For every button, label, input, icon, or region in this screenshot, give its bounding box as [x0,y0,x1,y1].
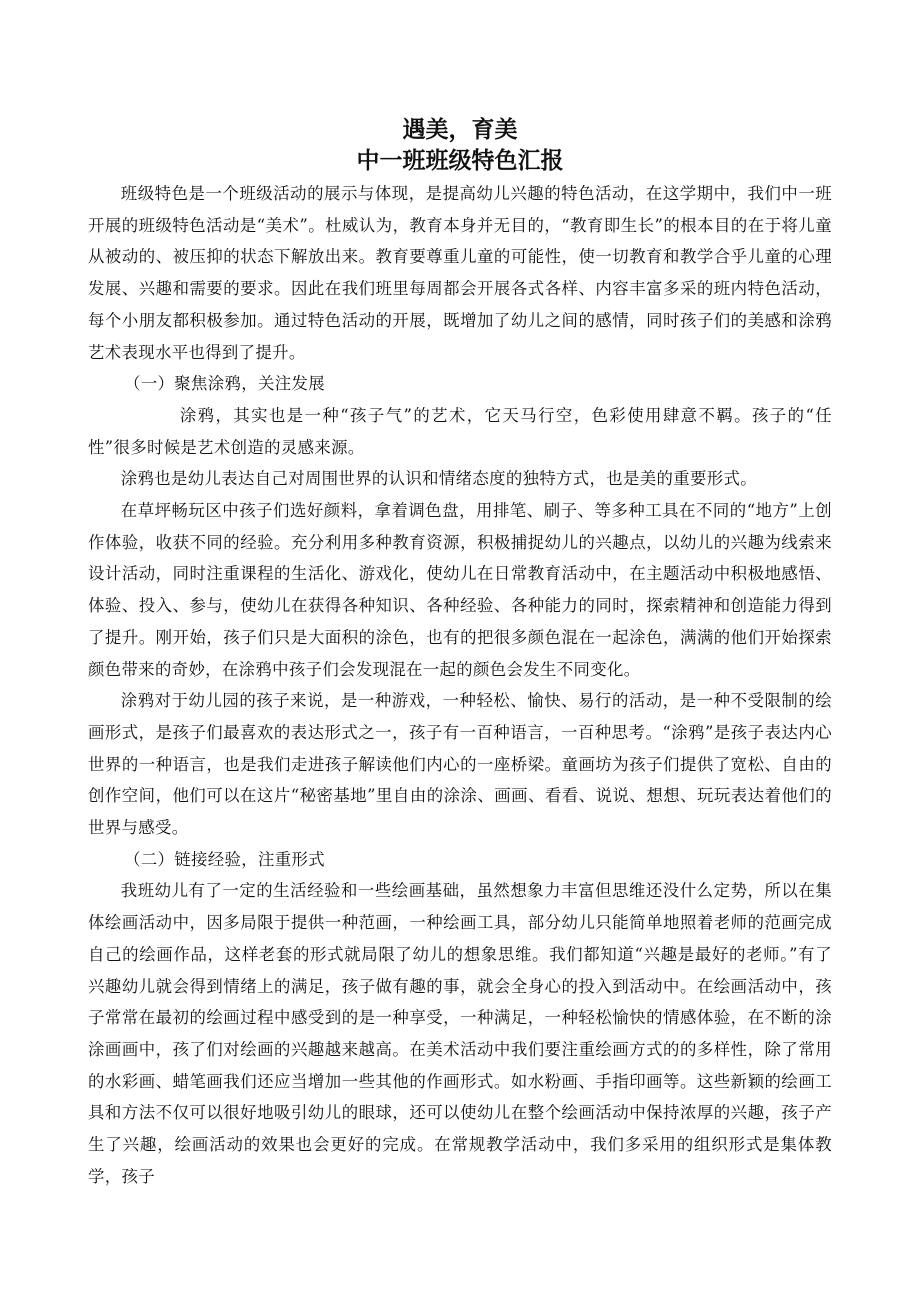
section-heading-2: （二）链接经验，注重形式 [124,849,325,869]
section-heading-1: （一）聚焦涂鸦，关注发展 [124,374,325,394]
paragraph-experience: 我班幼儿有了一定的生活经验和一些绘画基础，虽然想象力丰富但思维还没什么定势，所以在集体绘画活动中，因多局限于提供一种范画，一种绘画工具，部分幼儿只能简单地照着老师的范画完成自己的绘画作品，这样老套的形式就局限了幼儿的想象思维。我们都知道“兴趣是最好的老师。”有了兴趣幼儿就会得到情绪上的满足，孩子做有趣的事，就会全身心的投入到活动中。在绘画活动中，孩子常常在最初的绘画过程中感受到的是一种享受，一种满足，一种轻松愉快的情感体验，在不断的涂涂画画中，孩了们对绘画的兴趣越来越高。在美术活动中我们要注重绘画方式的的多样性，除了常用的水彩画、蜡笔画我们还应当增加一些其他的作画形式。如水粉画、手指印画等。这些新颖的绘画工具和方法不仅可以很好地吸引幼儿的眼球，还可以使幼儿在整个绘画活动中保持浓厚的兴趣，孩子产生了兴趣，绘画活动的效果也会更好的完成。在常规教学活动中，我们多采用的组织形式是集体教学，孩子 [88,881,832,1186]
paragraph-graffiti-intro: 涂鸦，其实也是一种“孩子气”的艺术，它天马行空，色彩使用肆意不羁。孩子的“任性”很多时候是艺术创造的灵感来源。 [88,405,832,457]
paragraph-graffiti-expression: 涂鸦也是幼儿表达自己对周围世界的认识和情绪态度的独特方式，也是美的重要形式。 [120,469,757,489]
paragraph-intro: 班级特色是一个班级活动的展示与体现，是提高幼儿兴趣的特色活动，在这学期中，我们中一班开展的班级特色活动是“美术”。杜威认为，教育本身并无目的，“教育即生长”的根本目的在于将儿童从被动的、被压抑的状态下解放出来。教育要尊重儿童的可能性，使一切教育和教学合乎儿童的心理发展、兴趣和需要的要求。因此在我们班里每周都会开展各式各样、内容丰富多采的班内特色活动，每个小朋友都积极参加。通过特色活动的开展，既增加了幼儿之间的感情，同时孩子们的美感和涂鸦艺术表现水平也得到了提升。 [88,184,832,362]
document-subtitle: 中一班班级特色汇报 [356,148,564,174]
paragraph-graffiti-game: 涂鸦对于幼儿园的孩子来说，是一种游戏，一种轻松、愉快、易行的活动，是一种不受限制的绘画形式，是孩子们最喜欢的表达形式之一，孩子有一百种语言，一百种思考。“涂鸦”是孩子表达内心世界的一种语言，也是我们走进孩子解读他们内心的一座桥梁。童画坊为孩子们提供了宽松、自由的创作空间，他们可以在这片“秘密基地”里自由的涂涂、画画、看看、说说、想想、玩玩表达着他们的世界与感受。 [88,691,832,838]
document-title: 遇美，育美 [402,117,518,143]
paragraph-lawn-play: 在草坪畅玩区中孩子们选好颜料，拿着调色盘，用排笔、刷子、等多种工具在不同的“地方”上创作体验，收获不同的经验。充分利用多种教育资源，积极捕捉幼儿的兴趣点，以幼儿的兴趣为线索来设计活动，同时注重课程的生活化、游戏化，使幼儿在日常教育活动中，在主题活动中积极地感悟、体验、投入、参与，使幼儿在获得各种知识、各种经验、各种能力的同时，探索精神和创造能力得到了提升。刚开始，孩子们只是大面积的涂色，也有的把很多颜色混在一起涂色，满满的他们开始探索颜色带来的奇妙，在涂鸦中孩子们会发现混在一起的颜色会发生不同变化。 [88,501,832,679]
